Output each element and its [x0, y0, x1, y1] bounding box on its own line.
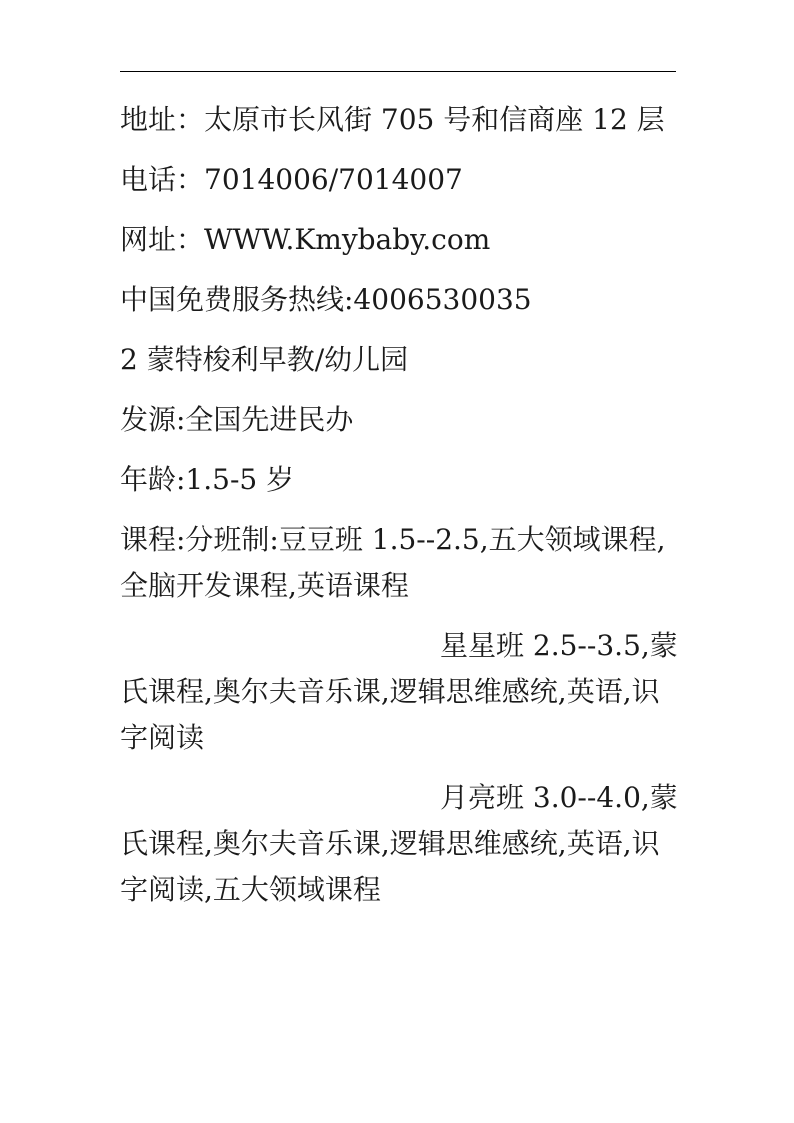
age-line: 年龄:1.5-5 岁	[120, 463, 295, 496]
header-divider	[120, 71, 676, 72]
section-heading: 2 蒙特梭利早教/幼儿园	[120, 343, 409, 376]
phone-line: 电话：7014006/7014007	[120, 163, 463, 196]
course-doudou-line: 课程:分班制:豆豆班 1.5--2.5,五大领域课程,全脑开发课程,英语课程	[120, 523, 666, 602]
website-line: 网址：WWW.Kmybaby.com	[120, 223, 491, 256]
document-body	[120, 97, 686, 927]
origin-line: 发源:全国先进民办	[120, 403, 354, 436]
course-yueliang-line: 月亮班 3.0--4.0,蒙氏课程,奥尔夫音乐课,逻辑思维感统,英语,识字阅读,五大领域课程	[120, 781, 678, 906]
address-line: 地址：太原市长风街 705 号和信商座 12 层	[120, 103, 665, 136]
course-xingxing-line: 星星班 2.5--3.5,蒙氏课程,奥尔夫音乐课,逻辑思维感统,英语,识字阅读	[120, 629, 678, 754]
hotline-line: 中国免费服务热线:4006530035	[120, 283, 532, 316]
